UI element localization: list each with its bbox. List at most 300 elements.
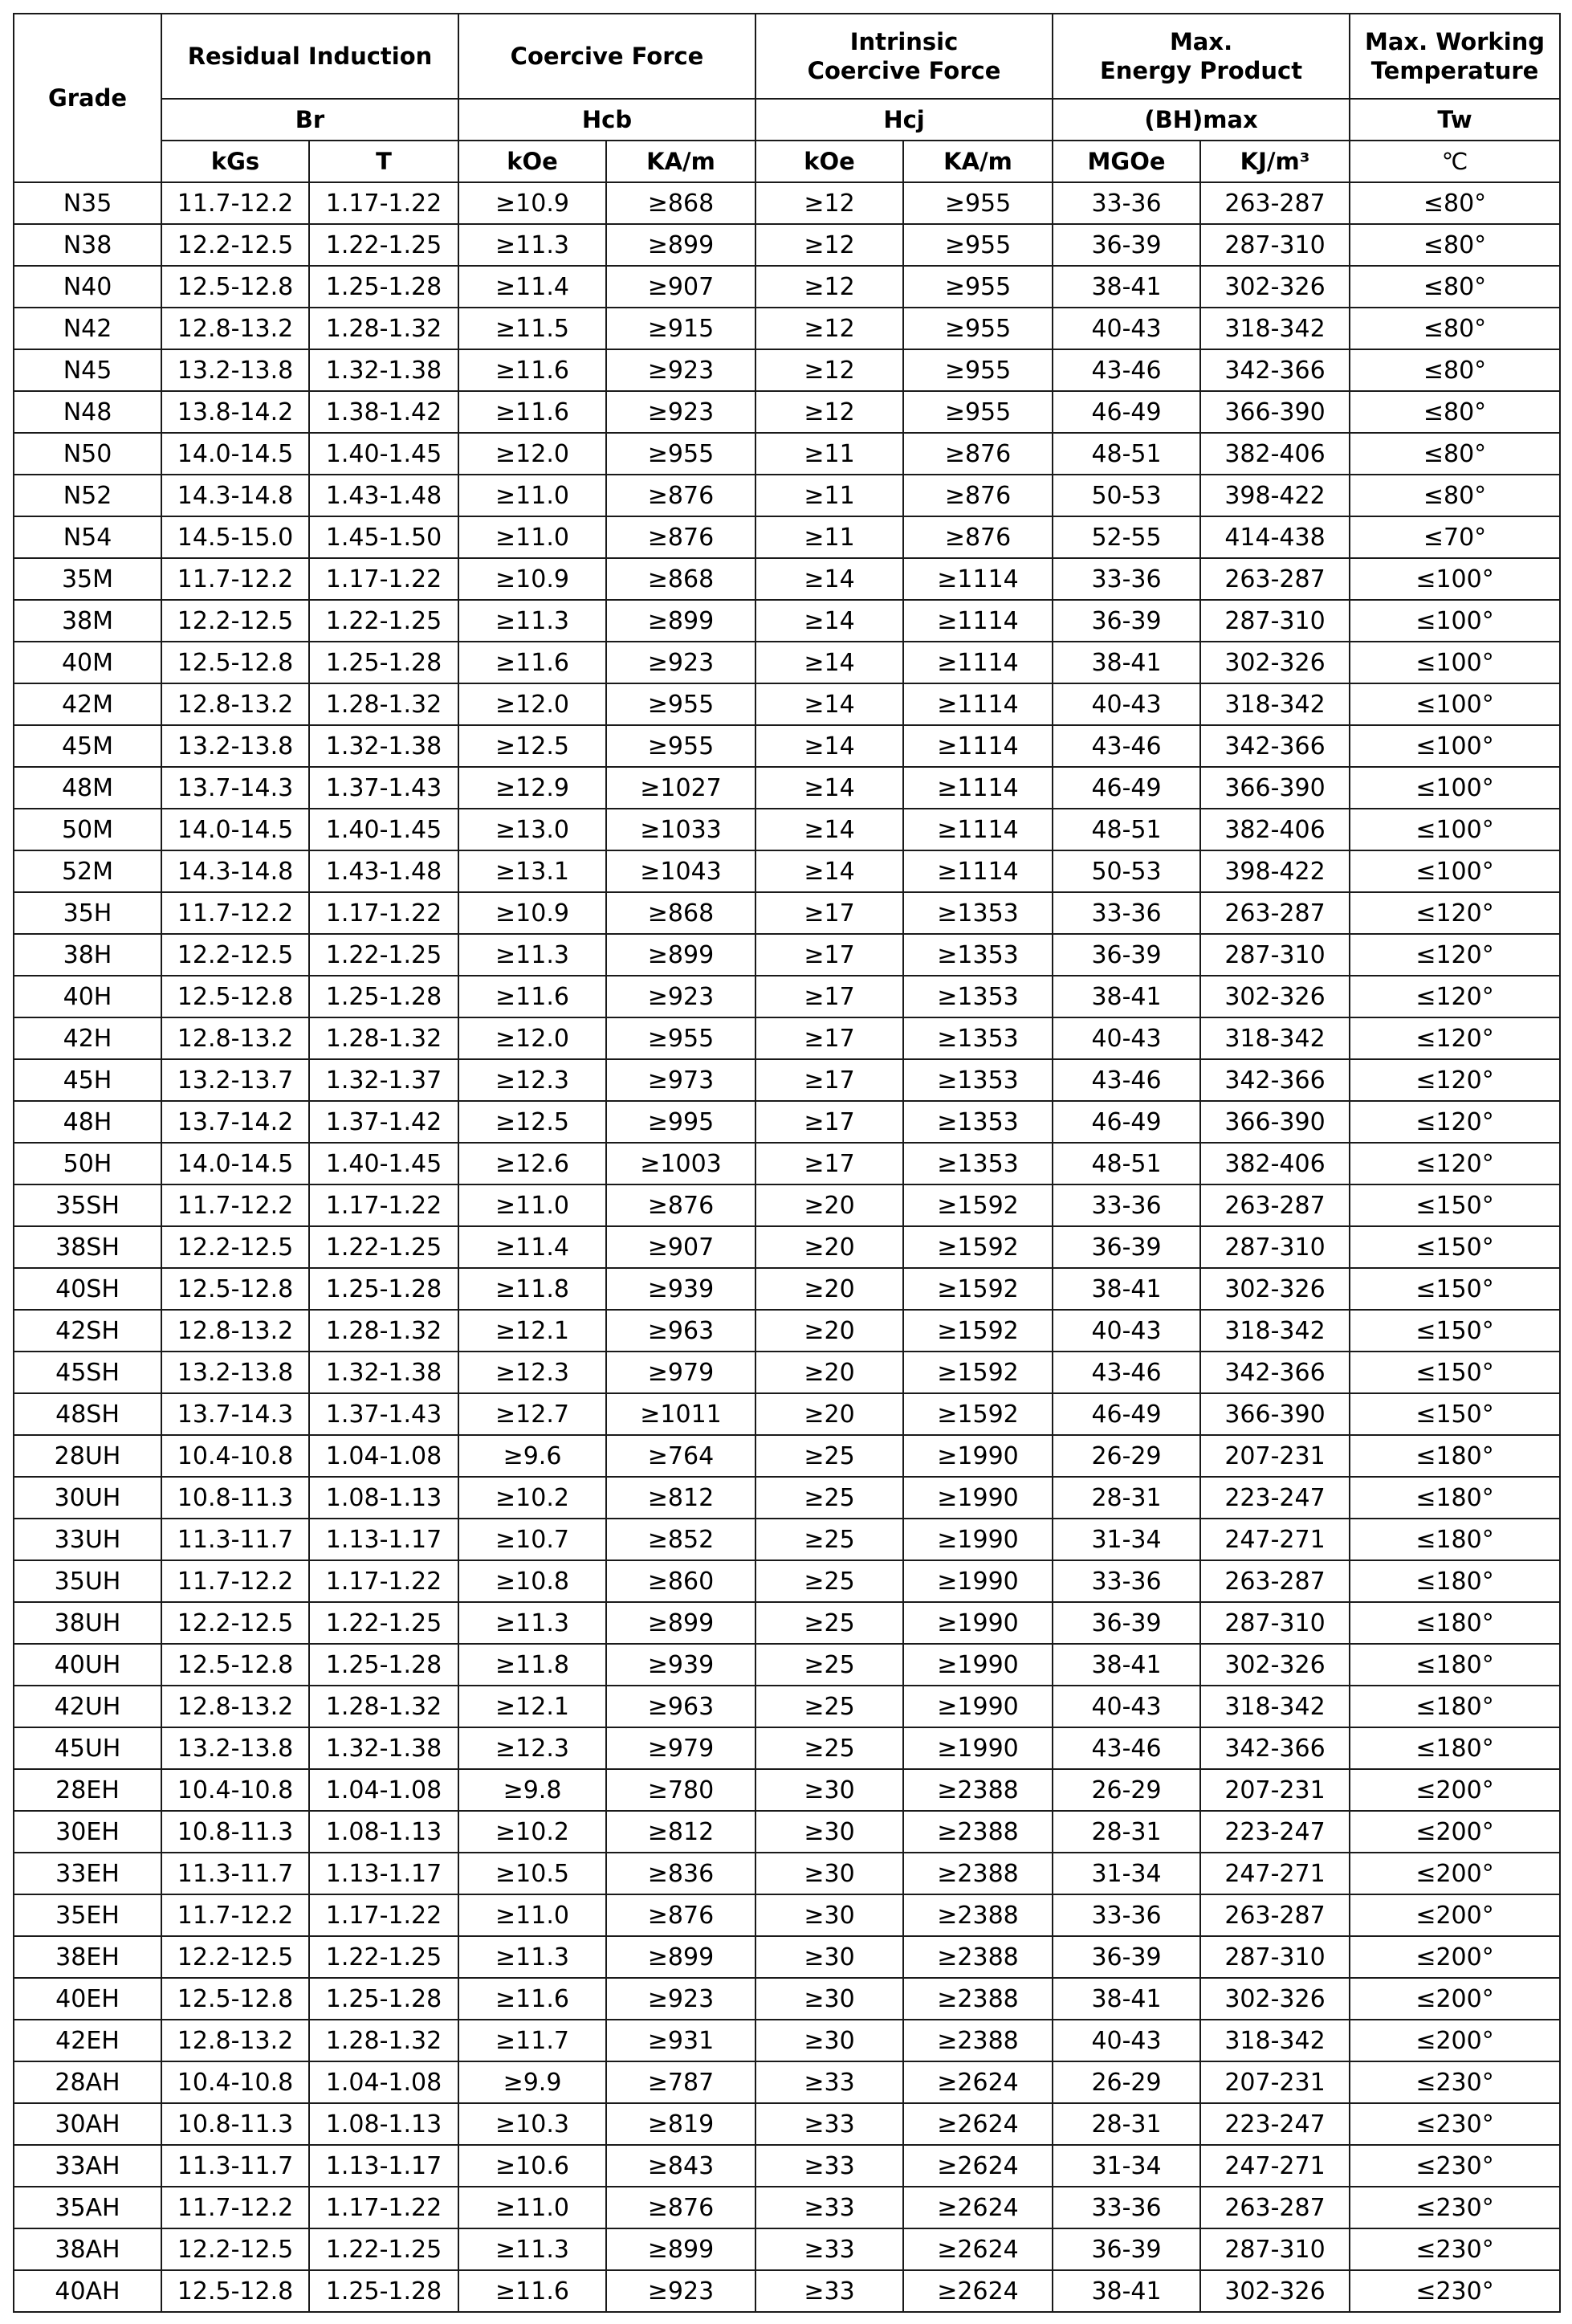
bhmax-mgoe-cell: 36-39 [1053,1936,1200,1978]
br-t-cell: 1.17-1.22 [309,2187,458,2228]
grade-cell: N38 [14,224,161,266]
unit-hcj-kam: KA/m [903,141,1053,182]
hcj-koe-cell: ≥20 [755,1310,903,1352]
table-row [14,349,1560,391]
bhmax-kjm3-cell: 223-247 [1200,1477,1350,1519]
hcb-koe-cell: ≥12.3 [458,1352,606,1393]
br-kgs-cell: 12.5-12.8 [161,1978,309,2020]
hcb-koe-cell: ≥12.3 [458,1059,606,1101]
br-kgs-cell: 13.2-13.8 [161,349,309,391]
hcj-kam-cell: ≥1592 [903,1226,1053,1268]
tw-cell: ≤80° [1350,266,1560,308]
hcj-koe-cell: ≥20 [755,1393,903,1435]
bhmax-mgoe-cell: 46-49 [1053,391,1200,433]
hcb-koe-cell: ≥12.9 [458,767,606,809]
hcj-koe-cell: ≥17 [755,976,903,1017]
table-row [14,600,1560,642]
bhmax-mgoe-cell: 40-43 [1053,308,1200,349]
hcb-koe-cell: ≥11.6 [458,1978,606,2020]
tw-cell: ≤80° [1350,308,1560,349]
br-t-cell: 1.25-1.28 [309,2270,458,2312]
bhmax-kjm3-cell: 263-287 [1200,1894,1350,1936]
hcb-kam-cell: ≥923 [606,349,755,391]
table-row [14,391,1560,433]
symbol-bhmax: (BH)max [1053,99,1350,141]
bhmax-kjm3-cell: 366-390 [1200,391,1350,433]
bhmax-mgoe-cell: 28-31 [1053,1477,1200,1519]
hcb-kam-cell: ≥876 [606,1184,755,1226]
hcj-kam-cell: ≥1114 [903,809,1053,850]
hcj-koe-cell: ≥11 [755,433,903,475]
hcj-kam-cell: ≥955 [903,308,1053,349]
br-t-cell: 1.43-1.48 [309,475,458,516]
bhmax-mgoe-cell: 38-41 [1053,1268,1200,1310]
bhmax-kjm3-cell: 366-390 [1200,1101,1350,1143]
hcb-kam-cell: ≥1033 [606,809,755,850]
tw-cell: ≤120° [1350,892,1560,934]
br-t-cell: 1.37-1.43 [309,1393,458,1435]
hcb-kam-cell: ≥907 [606,266,755,308]
hcb-koe-cell: ≥9.8 [458,1769,606,1811]
grade-cell: N35 [14,182,161,224]
tw-cell: ≤230° [1350,2228,1560,2270]
table-row [14,1727,1560,1769]
hcb-koe-cell: ≥11.0 [458,1894,606,1936]
hcj-kam-cell: ≥1114 [903,850,1053,892]
tw-cell: ≤80° [1350,224,1560,266]
grade-cell: 40M [14,642,161,683]
bhmax-kjm3-cell: 302-326 [1200,976,1350,1017]
bhmax-mgoe-cell: 33-36 [1053,2187,1200,2228]
grade-cell: 42H [14,1017,161,1059]
header-intrinsic-coercive-force [755,14,1053,99]
br-t-cell: 1.32-1.38 [309,725,458,767]
tw-cell: ≤150° [1350,1352,1560,1393]
hcb-kam-cell: ≥899 [606,600,755,642]
br-kgs-cell: 14.5-15.0 [161,516,309,558]
grade-cell: 50M [14,809,161,850]
br-kgs-cell: 12.2-12.5 [161,1226,309,1268]
grade-cell: 33EH [14,1853,161,1894]
br-kgs-cell: 11.7-12.2 [161,182,309,224]
hcb-koe-cell: ≥10.2 [458,1477,606,1519]
hcj-koe-cell: ≥11 [755,516,903,558]
bhmax-mgoe-cell: 43-46 [1053,349,1200,391]
hcb-kam-cell: ≥899 [606,224,755,266]
header-line: Energy Product [1099,57,1303,84]
grade-cell: 48SH [14,1393,161,1435]
table-row [14,1602,1560,1644]
bhmax-kjm3-cell: 247-271 [1200,2145,1350,2187]
bhmax-mgoe-cell: 48-51 [1053,433,1200,475]
hcj-koe-cell: ≥20 [755,1268,903,1310]
br-kgs-cell: 12.5-12.8 [161,2270,309,2312]
bhmax-kjm3-cell: 287-310 [1200,1602,1350,1644]
hcj-koe-cell: ≥20 [755,1226,903,1268]
hcb-kam-cell: ≥955 [606,725,755,767]
br-t-cell: 1.32-1.38 [309,1352,458,1393]
grade-cell: 40SH [14,1268,161,1310]
table-row [14,1644,1560,1686]
grade-cell: 33UH [14,1519,161,1560]
br-t-cell: 1.08-1.13 [309,2103,458,2145]
tw-cell: ≤200° [1350,1936,1560,1978]
grade-cell: 35H [14,892,161,934]
br-kgs-cell: 11.3-11.7 [161,1853,309,1894]
header-line: Coercive Force [510,43,704,70]
hcb-koe-cell: ≥11.6 [458,391,606,433]
grade-cell: 35EH [14,1894,161,1936]
br-t-cell: 1.25-1.28 [309,1978,458,2020]
grade-cell: N48 [14,391,161,433]
hcb-koe-cell: ≥11.5 [458,308,606,349]
bhmax-mgoe-cell: 46-49 [1053,1101,1200,1143]
table-row [14,1059,1560,1101]
br-t-cell: 1.13-1.17 [309,1853,458,1894]
bhmax-mgoe-cell: 50-53 [1053,850,1200,892]
br-kgs-cell: 14.0-14.5 [161,433,309,475]
hcb-koe-cell: ≥11.3 [458,224,606,266]
bhmax-mgoe-cell: 33-36 [1053,1894,1200,1936]
hcb-koe-cell: ≥12.5 [458,725,606,767]
hcj-koe-cell: ≥17 [755,934,903,976]
hcj-koe-cell: ≥33 [755,2061,903,2103]
hcj-kam-cell: ≥955 [903,349,1053,391]
tw-cell: ≤80° [1350,349,1560,391]
grade-cell: 52M [14,850,161,892]
tw-cell: ≤80° [1350,182,1560,224]
grade-cell: 40EH [14,1978,161,2020]
br-kgs-cell: 13.2-13.8 [161,725,309,767]
grade-cell: 38SH [14,1226,161,1268]
bhmax-kjm3-cell: 366-390 [1200,1393,1350,1435]
hcb-koe-cell: ≥11.3 [458,600,606,642]
hcj-kam-cell: ≥1114 [903,600,1053,642]
table-row [14,1560,1560,1602]
table-row [14,809,1560,850]
hcj-koe-cell: ≥20 [755,1184,903,1226]
hcj-kam-cell: ≥1592 [903,1184,1053,1226]
table-row [14,224,1560,266]
grade-cell: 48M [14,767,161,809]
bhmax-mgoe-cell: 40-43 [1053,2020,1200,2061]
br-kgs-cell: 12.8-13.2 [161,308,309,349]
br-t-cell: 1.22-1.25 [309,1226,458,1268]
bhmax-mgoe-cell: 36-39 [1053,2228,1200,2270]
br-kgs-cell: 13.2-13.7 [161,1059,309,1101]
tw-cell: ≤180° [1350,1727,1560,1769]
grade-cell: 35SH [14,1184,161,1226]
table-row [14,934,1560,976]
hcj-koe-cell: ≥30 [755,1978,903,2020]
hcj-kam-cell: ≥2624 [903,2270,1053,2312]
hcb-koe-cell: ≥11.0 [458,475,606,516]
hcj-kam-cell: ≥2388 [903,1978,1053,2020]
hcb-kam-cell: ≥812 [606,1811,755,1853]
table-row [14,1978,1560,2020]
hcj-kam-cell: ≥1114 [903,767,1053,809]
table-row [14,2187,1560,2228]
bhmax-mgoe-cell: 46-49 [1053,1393,1200,1435]
hcb-kam-cell: ≥939 [606,1268,755,1310]
hcb-kam-cell: ≥923 [606,2270,755,2312]
tw-cell: ≤100° [1350,850,1560,892]
hcb-kam-cell: ≥923 [606,976,755,1017]
bhmax-kjm3-cell: 342-366 [1200,349,1350,391]
bhmax-mgoe-cell: 31-34 [1053,1519,1200,1560]
hcb-koe-cell: ≥12.1 [458,1686,606,1727]
hcb-kam-cell: ≥979 [606,1727,755,1769]
table-row [14,767,1560,809]
bhmax-kjm3-cell: 263-287 [1200,2187,1350,2228]
bhmax-mgoe-cell: 38-41 [1053,1978,1200,2020]
tw-cell: ≤180° [1350,1686,1560,1727]
bhmax-kjm3-cell: 398-422 [1200,850,1350,892]
bhmax-kjm3-cell: 263-287 [1200,558,1350,600]
hcj-koe-cell: ≥30 [755,1936,903,1978]
bhmax-mgoe-cell: 33-36 [1053,892,1200,934]
br-t-cell: 1.25-1.28 [309,642,458,683]
br-t-cell: 1.28-1.32 [309,1310,458,1352]
br-t-cell: 1.25-1.28 [309,1268,458,1310]
table-row [14,516,1560,558]
bhmax-kjm3-cell: 223-247 [1200,1811,1350,1853]
br-t-cell: 1.25-1.28 [309,976,458,1017]
tw-cell: ≤120° [1350,1017,1560,1059]
br-kgs-cell: 12.8-13.2 [161,1310,309,1352]
bhmax-kjm3-cell: 318-342 [1200,1310,1350,1352]
hcb-koe-cell: ≥11.8 [458,1644,606,1686]
br-kgs-cell: 11.7-12.2 [161,558,309,600]
br-kgs-cell: 13.2-13.8 [161,1727,309,1769]
table-row [14,725,1560,767]
bhmax-mgoe-cell: 36-39 [1053,1602,1200,1644]
br-t-cell: 1.17-1.22 [309,892,458,934]
br-t-cell: 1.04-1.08 [309,1435,458,1477]
br-t-cell: 1.43-1.48 [309,850,458,892]
table-row [14,266,1560,308]
hcj-kam-cell: ≥876 [903,433,1053,475]
grade-cell: 45UH [14,1727,161,1769]
hcb-kam-cell: ≥899 [606,2228,755,2270]
bhmax-kjm3-cell: 263-287 [1200,1560,1350,1602]
bhmax-mgoe-cell: 43-46 [1053,1059,1200,1101]
hcj-koe-cell: ≥12 [755,182,903,224]
hcj-koe-cell: ≥25 [755,1686,903,1727]
hcb-koe-cell: ≥10.9 [458,558,606,600]
symbol-hcb: Hcb [458,99,755,141]
hcj-koe-cell: ≥20 [755,1352,903,1393]
hcb-kam-cell: ≥973 [606,1059,755,1101]
header-coercive-force [458,14,755,99]
hcj-kam-cell: ≥876 [903,475,1053,516]
bhmax-mgoe-cell: 36-39 [1053,1226,1200,1268]
table-row [14,1352,1560,1393]
hcb-koe-cell: ≥11.3 [458,2228,606,2270]
hcj-kam-cell: ≥2388 [903,1936,1053,1978]
header-line: Temperature [1370,57,1539,84]
hcj-kam-cell: ≥1592 [903,1352,1053,1393]
bhmax-kjm3-cell: 382-406 [1200,433,1350,475]
hcj-koe-cell: ≥12 [755,349,903,391]
bhmax-mgoe-cell: 26-29 [1053,1435,1200,1477]
hcj-kam-cell: ≥955 [903,224,1053,266]
br-kgs-cell: 12.2-12.5 [161,600,309,642]
grade-cell: N50 [14,433,161,475]
br-kgs-cell: 12.5-12.8 [161,1644,309,1686]
br-t-cell: 1.38-1.42 [309,391,458,433]
bhmax-mgoe-cell: 26-29 [1053,2061,1200,2103]
tw-cell: ≤200° [1350,2020,1560,2061]
unit-br-t: T [309,141,458,182]
hcj-koe-cell: ≥33 [755,2228,903,2270]
hcj-koe-cell: ≥14 [755,767,903,809]
tw-cell: ≤100° [1350,600,1560,642]
hcj-kam-cell: ≥2624 [903,2061,1053,2103]
hcj-kam-cell: ≥1990 [903,1644,1053,1686]
table-row [14,850,1560,892]
table-row [14,1101,1560,1143]
tw-cell: ≤100° [1350,809,1560,850]
bhmax-kjm3-cell: 247-271 [1200,1853,1350,1894]
bhmax-mgoe-cell: 31-34 [1053,2145,1200,2187]
br-t-cell: 1.25-1.28 [309,266,458,308]
tw-cell: ≤100° [1350,558,1560,600]
table-row [14,1310,1560,1352]
hcj-koe-cell: ≥25 [755,1602,903,1644]
table-row [14,1268,1560,1310]
bhmax-mgoe-cell: 38-41 [1053,976,1200,1017]
hcb-koe-cell: ≥11.0 [458,2187,606,2228]
unit-tw-celsius: ℃ [1350,141,1560,182]
hcb-koe-cell: ≥12.5 [458,1101,606,1143]
table-row [14,1519,1560,1560]
hcj-kam-cell: ≥2624 [903,2228,1053,2270]
hcj-koe-cell: ≥33 [755,2103,903,2145]
hcb-koe-cell: ≥10.7 [458,1519,606,1560]
grade-cell: N52 [14,475,161,516]
header-line: Residual Induction [187,43,433,70]
hcb-kam-cell: ≥995 [606,1101,755,1143]
table-body [14,182,1560,2312]
grade-cell: N40 [14,266,161,308]
header-line: Coercive Force [807,57,1001,84]
tw-cell: ≤150° [1350,1184,1560,1226]
bhmax-kjm3-cell: 366-390 [1200,767,1350,809]
table-row [14,2145,1560,2187]
hcj-koe-cell: ≥25 [755,1560,903,1602]
grade-cell: 35AH [14,2187,161,2228]
tw-cell: ≤80° [1350,391,1560,433]
tw-cell: ≤180° [1350,1644,1560,1686]
bhmax-mgoe-cell: 28-31 [1053,1811,1200,1853]
br-kgs-cell: 12.2-12.5 [161,1936,309,1978]
table-row [14,1184,1560,1226]
hcb-koe-cell: ≥11.8 [458,1268,606,1310]
hcj-kam-cell: ≥2624 [903,2145,1053,2187]
hcj-kam-cell: ≥1990 [903,1727,1053,1769]
tw-cell: ≤180° [1350,1519,1560,1560]
tw-cell: ≤120° [1350,1143,1560,1184]
hcb-kam-cell: ≥876 [606,516,755,558]
hcb-koe-cell: ≥11.6 [458,2270,606,2312]
hcj-koe-cell: ≥30 [755,2020,903,2061]
table-row [14,976,1560,1017]
br-t-cell: 1.22-1.25 [309,934,458,976]
hcj-kam-cell: ≥2388 [903,1853,1053,1894]
br-t-cell: 1.17-1.22 [309,1894,458,1936]
hcj-koe-cell: ≥30 [755,1811,903,1853]
grade-cell: 40AH [14,2270,161,2312]
table-row [14,1143,1560,1184]
bhmax-kjm3-cell: 287-310 [1200,1936,1350,1978]
hcj-kam-cell: ≥2388 [903,2020,1053,2061]
grade-cell: 30UH [14,1477,161,1519]
br-kgs-cell: 14.3-14.8 [161,475,309,516]
tw-cell: ≤120° [1350,1101,1560,1143]
table-row [14,475,1560,516]
hcb-kam-cell: ≥899 [606,1936,755,1978]
hcj-koe-cell: ≥30 [755,1894,903,1936]
br-kgs-cell: 13.7-14.3 [161,767,309,809]
hcb-kam-cell: ≥915 [606,308,755,349]
bhmax-mgoe-cell: 38-41 [1053,1644,1200,1686]
grade-cell: 45SH [14,1352,161,1393]
hcb-kam-cell: ≥836 [606,1853,755,1894]
hcj-koe-cell: ≥14 [755,850,903,892]
br-t-cell: 1.28-1.32 [309,1686,458,1727]
bhmax-kjm3-cell: 247-271 [1200,1519,1350,1560]
br-kgs-cell: 10.8-11.3 [161,1477,309,1519]
hcb-kam-cell: ≥843 [606,2145,755,2187]
br-t-cell: 1.22-1.25 [309,224,458,266]
hcb-koe-cell: ≥9.9 [458,2061,606,2103]
grade-cell: 38M [14,600,161,642]
tw-cell: ≤150° [1350,1393,1560,1435]
grade-cell: 40UH [14,1644,161,1686]
br-kgs-cell: 12.5-12.8 [161,976,309,1017]
br-kgs-cell: 11.7-12.2 [161,1560,309,1602]
header-line: Max. Working [1365,28,1546,55]
table-row [14,1894,1560,1936]
hcb-kam-cell: ≥876 [606,2187,755,2228]
grade-cell: 35M [14,558,161,600]
hcb-kam-cell: ≥764 [606,1435,755,1477]
hcj-koe-cell: ≥14 [755,683,903,725]
hcj-koe-cell: ≥17 [755,1017,903,1059]
br-kgs-cell: 13.7-14.2 [161,1101,309,1143]
bhmax-mgoe-cell: 46-49 [1053,767,1200,809]
br-kgs-cell: 11.7-12.2 [161,2187,309,2228]
br-kgs-cell: 12.2-12.5 [161,224,309,266]
bhmax-mgoe-cell: 40-43 [1053,1686,1200,1727]
table-row [14,1769,1560,1811]
br-t-cell: 1.13-1.17 [309,1519,458,1560]
bhmax-mgoe-cell: 40-43 [1053,1017,1200,1059]
hcb-koe-cell: ≥11.3 [458,1602,606,1644]
hcb-koe-cell: ≥12.7 [458,1393,606,1435]
tw-cell: ≤200° [1350,1769,1560,1811]
hcb-koe-cell: ≥12.6 [458,1143,606,1184]
grade-cell: N45 [14,349,161,391]
bhmax-kjm3-cell: 302-326 [1200,1644,1350,1686]
hcj-kam-cell: ≥1990 [903,1686,1053,1727]
bhmax-kjm3-cell: 223-247 [1200,2103,1350,2145]
bhmax-kjm3-cell: 342-366 [1200,1727,1350,1769]
bhmax-mgoe-cell: 26-29 [1053,1769,1200,1811]
hcb-kam-cell: ≥963 [606,1310,755,1352]
hcb-koe-cell: ≥9.6 [458,1435,606,1477]
